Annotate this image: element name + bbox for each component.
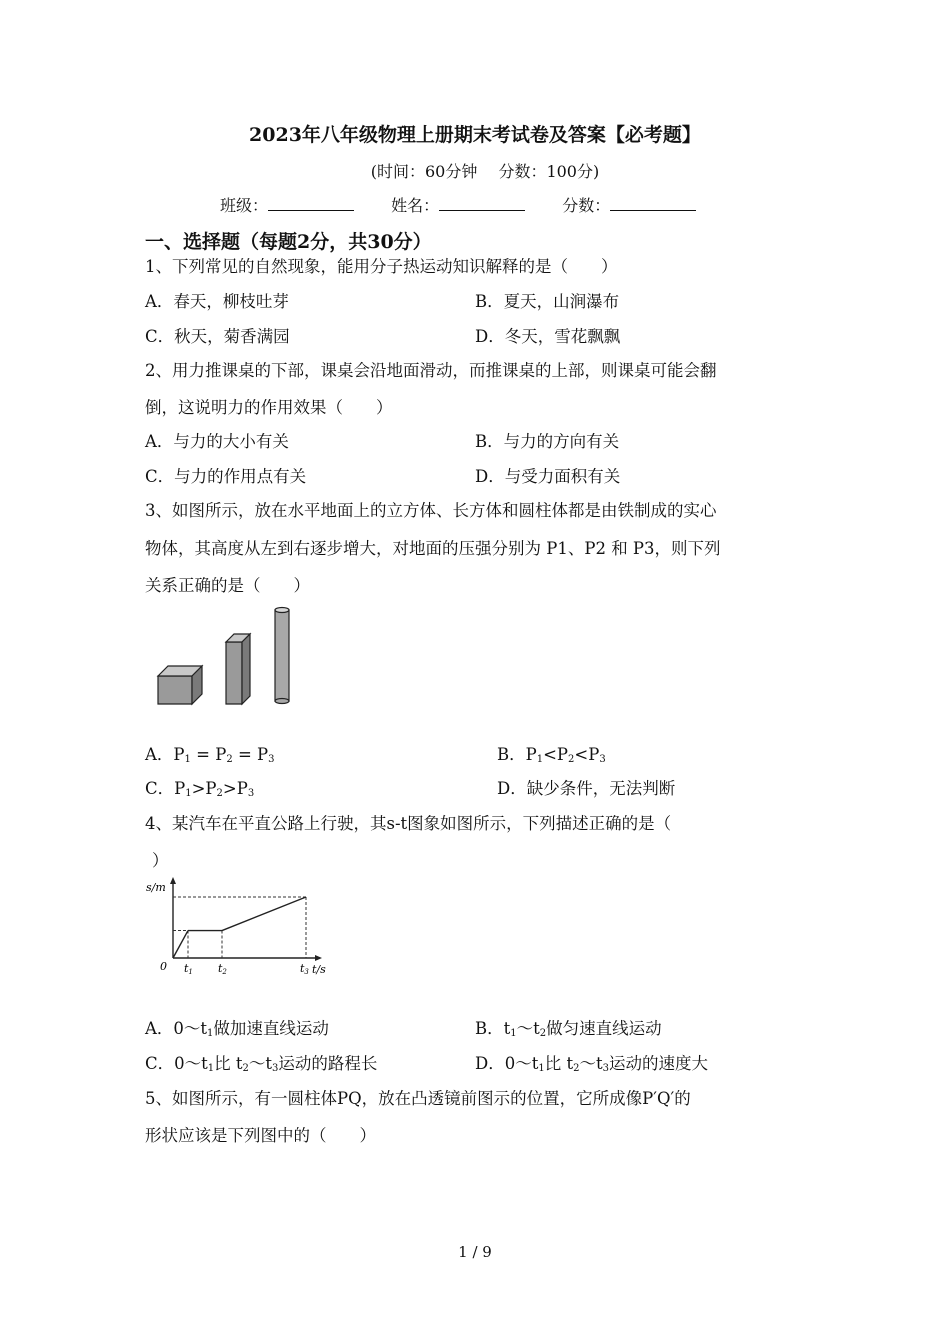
score-label: 分数： [562, 196, 611, 215]
q2-stem-line1: 2、用力推课桌的下部，课桌会沿地面滑动，而推课桌的上部，则课桌可能会翻 [145, 361, 717, 380]
q3-stem-line2: 物体，其高度从左到右逐步增大，对地面的压强分别为 P1、P2 和 P3，则下列 [145, 539, 721, 558]
q2-stem-line2: 倒，这说明力的作用效果（ ） [145, 398, 393, 417]
cuboid-solid [226, 634, 250, 704]
score-blank[interactable] [610, 196, 696, 211]
y-axis-label: s/m [146, 881, 166, 894]
q4-st-graph [140, 874, 340, 978]
tick-t1: t1 [184, 962, 193, 976]
q4-option-d: D．$0\sim t_1$比 $t_2\sim t_3$运动的速度大 [475, 1054, 709, 1074]
q4-stem-line2: ） [152, 851, 169, 870]
q3-stem-line3: 关系正确的是（ ） [145, 576, 310, 595]
st-segment-3 [222, 897, 306, 931]
q1-option-a: A．春天，柳枝吐芽 [145, 292, 289, 311]
exam-subtitle: (时间：60分钟 分数：100分) [370, 162, 600, 181]
q1-stem: 1、下列常见的自然现象，能用分子热运动知识解释的是（ ） [145, 257, 618, 276]
cube-solid [158, 666, 202, 704]
exam-title: 2023年八年级物理上册期末考试卷及答案【必考题】 [249, 124, 701, 146]
section-title: 一、选择题（每题2分，共30分） [145, 231, 432, 253]
q4-stem-line1: 4、某汽车在平直公路上行驶，其s-t图象如图所示，下列描述正确的是（ [145, 814, 672, 833]
q2-option-c: C．与力的作用点有关 [145, 467, 307, 486]
x-axis-label: t/s [312, 963, 326, 976]
x-axis-arrow [315, 955, 322, 961]
cylinder-solid [275, 608, 289, 704]
student-info-fields [220, 193, 728, 216]
y-axis-arrow [170, 877, 176, 884]
q4-option-c: C．$0\sim t_1$比 $t_2\sim t_3$运动的路程长 [145, 1054, 378, 1074]
q5-stem-line2: 形状应该是下列图中的（ ） [145, 1126, 376, 1145]
q4-option-a: A．$0\sim t_1$做加速直线运动 [145, 1019, 329, 1039]
q2-option-d: D．与受力面积有关 [475, 467, 621, 486]
origin-label: 0 [160, 960, 167, 973]
q3-option-c: C．$P_1>P_2>P_3$ [145, 779, 255, 799]
q2-option-b: B．与力的方向有关 [475, 432, 620, 451]
class-label: 班级： [220, 196, 269, 215]
q4-option-b: B．$t_1\sim t_2$做匀速直线运动 [475, 1019, 662, 1039]
q1-option-d: D．冬天，雪花飘飘 [475, 327, 621, 346]
q3-solids-figure [150, 604, 310, 708]
q3-option-d: D．缺少条件，无法判断 [497, 779, 676, 798]
q1-option-b: B．夏天，山涧瀑布 [475, 292, 620, 311]
q3-option-a: A．$P_1 = P_2 = P_3$ [145, 745, 275, 765]
q3-option-b: B．$P_1<P_2<P_3$ [497, 745, 606, 765]
page-number: 1 / 9 [458, 1243, 492, 1261]
q3-stem-line1: 3、如图所示，放在水平地面上的立方体、长方体和圆柱体都是由铁制成的实心 [145, 501, 717, 520]
q2-option-a: A．与力的大小有关 [145, 432, 289, 451]
name-label: 姓名： [391, 196, 440, 215]
tick-t2: t2 [218, 962, 227, 976]
q1-option-c: C．秋天，菊香满园 [145, 327, 290, 346]
st-segment-1 [173, 931, 188, 958]
name-blank[interactable] [439, 196, 525, 211]
tick-t3: t3 [300, 962, 309, 976]
q5-stem-line1: 5、如图所示，有一圆柱体PQ，放在凸透镜前图示的位置，它所成像P′Q′的 [145, 1089, 691, 1108]
class-blank[interactable] [268, 196, 354, 211]
